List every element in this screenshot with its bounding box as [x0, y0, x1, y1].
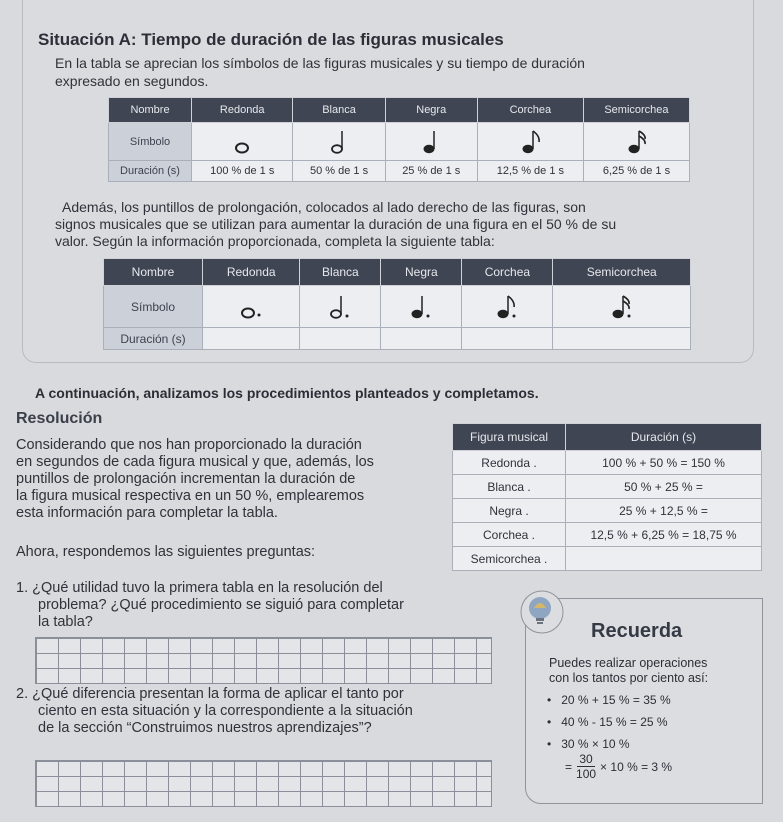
answer-grid-2[interactable] [35, 760, 492, 807]
duration-cell: 100 % de 1 s [192, 161, 293, 182]
col-header: Negra [381, 259, 462, 286]
col-header: Redonda [192, 98, 293, 123]
half-note-icon [319, 128, 359, 156]
duration-calc-cell [566, 547, 762, 571]
fraction [576, 752, 596, 781]
recuerda-fraction-line [565, 752, 672, 781]
analysis-instruction: A continuación, analizamos los procedimientos planteados y completamos. [35, 385, 539, 401]
recuerda-text-line: Puedes realizar operaciones [549, 656, 708, 670]
quarter-note-icon [411, 128, 451, 156]
dotted-eighth-note-icon [487, 293, 527, 321]
col-header: Corchea [477, 98, 583, 123]
extra-line-1: Además, los puntillos de prolongación, colocados al lado derecho de las figuras, son [62, 199, 586, 215]
duration-calc-cell: 12,5 % + 6,25 % = 18,75 % [566, 523, 762, 547]
dotted-figures-table [103, 258, 691, 350]
figure-cell: Negra . [453, 499, 566, 523]
duration-answer-cell [300, 328, 381, 350]
dotted-sixteenth-note-cell [553, 286, 691, 328]
questions-heading: Ahora, respondemos las siguientes preguntas: [16, 544, 316, 560]
dotted-eighth-note-cell [462, 286, 553, 328]
dotted-quarter-note-cell [381, 286, 462, 328]
duration-cell: 12,5 % de 1 s [477, 161, 583, 182]
recuerda-op-1: • 20 % + 15 % = 35 % [547, 693, 671, 707]
paragraph-line: Considerando que nos han proporcionado la duración [16, 437, 362, 453]
question-line: de la sección “Construimos nuestros aprendizajes”? [38, 720, 372, 736]
question-2 [16, 686, 413, 737]
eighth-note-icon [510, 128, 550, 156]
paragraph-line: puntillos de prolongación incrementan la duración de [16, 471, 356, 487]
quarter-note-cell [385, 123, 477, 161]
eighth-note-cell [477, 123, 583, 161]
col-header: Corchea [462, 259, 553, 286]
figures-table [108, 97, 690, 182]
duration-answer-cell [381, 328, 462, 350]
duration-cell: 50 % de 1 s [293, 161, 385, 182]
whole-note-cell [192, 123, 293, 161]
duration-cell: 25 % de 1 s [385, 161, 477, 182]
answer-grid-1[interactable] [35, 637, 492, 684]
duration-calc-cell: 50 % + 25 % = [566, 475, 762, 499]
figure-cell: Semicorchea . [453, 547, 566, 571]
lightbulb-icon [512, 588, 572, 640]
recuerda-text [549, 656, 708, 686]
col-header: Blanca [300, 259, 381, 286]
col-header: Figura musical [453, 424, 566, 451]
question-line: 1. ¿Qué utilidad tuvo la primera tabla en la resolución del [16, 580, 383, 596]
half-note-cell [293, 123, 385, 161]
row-label-symbol: Símbolo [109, 123, 192, 161]
duration-answer-cell [553, 328, 691, 350]
sixteenth-note-icon [616, 128, 656, 156]
dotted-sixteenth-note-icon [602, 293, 642, 321]
col-header: Negra [385, 98, 477, 123]
situation-title: Situación A: Tiempo de duración de las figuras musicales [38, 30, 504, 49]
duration-calc-cell: 100 % + 50 % = 150 % [566, 451, 762, 475]
fraction-denominator: 100 [576, 767, 597, 781]
col-header: Redonda [203, 259, 300, 286]
figure-cell: Blanca . [453, 475, 566, 499]
duration-answer-cell [462, 328, 553, 350]
row-label-symbol: Símbolo [104, 286, 203, 328]
whole-note-icon [222, 128, 262, 156]
fraction-prefix: = [565, 759, 573, 774]
paragraph-line: en segundos de cada figura musical y que, además, los [16, 454, 374, 470]
question-line: ciento en esta situación y la correspondiente a la situación [38, 703, 413, 719]
resolution-table [452, 423, 762, 571]
recuerda-op-3: • 30 % × 10 % [547, 737, 630, 751]
recuerda-title: Recuerda [591, 620, 683, 642]
resolution-paragraph [16, 437, 374, 522]
col-header: Duración (s) [566, 424, 762, 451]
row-label-duration: Duración (s) [109, 161, 192, 182]
extra-line-3: valor. Según la información proporcionada, completa la siguiente tabla: [55, 233, 495, 249]
dotted-half-note-cell [300, 286, 381, 328]
figure-cell: Redonda . [453, 451, 566, 475]
dotted-quarter-note-icon [401, 293, 441, 321]
duration-cell: 6,25 % de 1 s [583, 161, 689, 182]
sixteenth-note-cell [583, 123, 689, 161]
question-line: 2. ¿Qué diferencia presentan la forma de aplicar el tanto por [16, 686, 404, 702]
extra-line-2: signos musicales que se utilizan para aumentar la duración de una figura en el 50 % de su [55, 216, 617, 232]
fraction-suffix: × 10 % = 3 % [600, 759, 673, 774]
intro-line-2: expresado en segundos. [55, 73, 209, 89]
dotted-whole-note-cell [203, 286, 300, 328]
col-header: Nombre [104, 259, 203, 286]
question-1 [16, 580, 404, 631]
dotted-whole-note-icon [231, 293, 271, 321]
col-header: Semicorchea [553, 259, 691, 286]
row-label-duration: Duración (s) [104, 328, 203, 350]
question-line: problema? ¿Qué procedimiento se siguió para completar [38, 597, 404, 613]
col-header: Semicorchea [583, 98, 689, 123]
paragraph-line: esta información para completar la tabla. [16, 505, 278, 521]
fraction-numerator: 30 [579, 752, 593, 766]
col-header: Blanca [293, 98, 385, 123]
intro-line-1: En la tabla se aprecian los símbolos de las figuras musicales y su tiempo de duración [55, 55, 585, 71]
resolution-heading: Resolución [16, 410, 103, 427]
question-line: la tabla? [38, 614, 93, 630]
dotted-half-note-icon [320, 293, 360, 321]
duration-answer-cell [203, 328, 300, 350]
figure-cell: Corchea . [453, 523, 566, 547]
recuerda-op-2: • 40 % - 15 % = 25 % [547, 715, 668, 729]
duration-calc-cell: 25 % + 12,5 % = [566, 499, 762, 523]
recuerda-text-line: con los tantos por ciento así: [549, 671, 709, 685]
paragraph-line: la figura musical respectiva en un 50 %, emplearemos [16, 488, 365, 504]
col-header: Nombre [109, 98, 192, 123]
